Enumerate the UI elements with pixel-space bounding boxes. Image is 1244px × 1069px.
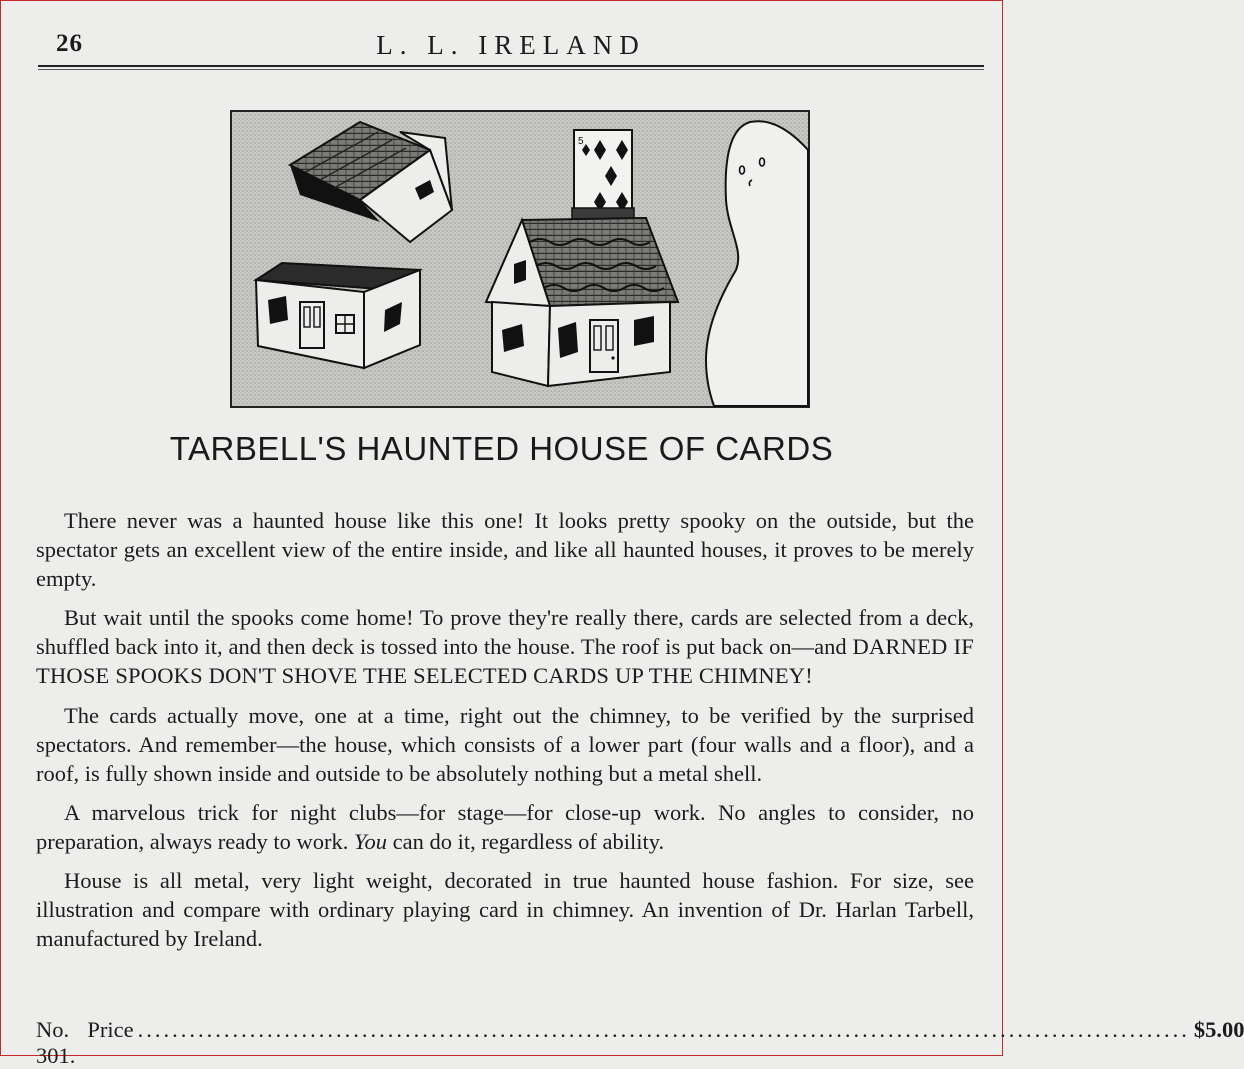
paragraph-1: There never was a haunted house like this one! It looks pretty spooky on the outside, but the spectator gets an excellent view of the entire inside, and like all haunted houses, it proves to be merely empty. (36, 508, 974, 591)
paragraph-5: House is all metal, very light weight, decorated in true haunted house fashion. For size, see illustration and compare with ordinary playing card in chimney. An invention of Dr. Harlan Tarbell, manufactured by Ireland. (36, 868, 974, 951)
paragraph-4-emphasis: You (354, 829, 387, 854)
paragraph-2 (36, 603, 974, 690)
paragraph-4-end: can do it, regardless of ability. (386, 829, 665, 854)
price-label: Price (87, 1017, 134, 1042)
item-number: No. 301. (36, 1017, 76, 1068)
dot-leader: .......................................................................................................................... (137, 1017, 1190, 1042)
header-rule-thin (38, 69, 984, 70)
paragraph-2-caps: DARNED IF THOSE SPOOKS DON'T SHOVE THE SELECTED CARDS UP THE CHIMNEY! (36, 634, 974, 688)
paragraph-4-text: A marvelous trick for night clubs—for stage—for close-up work. No angles to consider, no preparation, always ready to work. (36, 800, 974, 854)
assembled-house-icon (486, 218, 678, 386)
price-line (36, 1017, 1244, 1068)
header-rule (38, 65, 984, 67)
running-head: L. L. IRELAND (376, 30, 646, 60)
article-body (36, 506, 974, 963)
playing-card-icon (572, 130, 634, 220)
paragraph-4 (36, 798, 974, 856)
price-amount: $5.00 (1193, 1017, 1244, 1042)
card-label: 5 (578, 136, 584, 147)
page-number: 26 (56, 30, 83, 57)
haunted-house-illustration (230, 110, 810, 408)
paragraph-2-text: But wait until the spooks come home! To prove they're really there, cards are selected from a deck, shuffled back into it, and then deck is tossed into the house. The roof is put back on—and (36, 605, 974, 659)
page-header (38, 30, 984, 68)
paragraph-3: The cards actually move, one at a time, right out the chimney, to be verified by the surprised spectators. And remember—the house, which consists of a lower part (four walls and a floor), and a roof, is fully shown inside and outside to be absolutely nothing but a metal shell. (36, 703, 974, 786)
article-title: TARBELL'S HAUNTED HOUSE OF CARDS (169, 430, 834, 467)
